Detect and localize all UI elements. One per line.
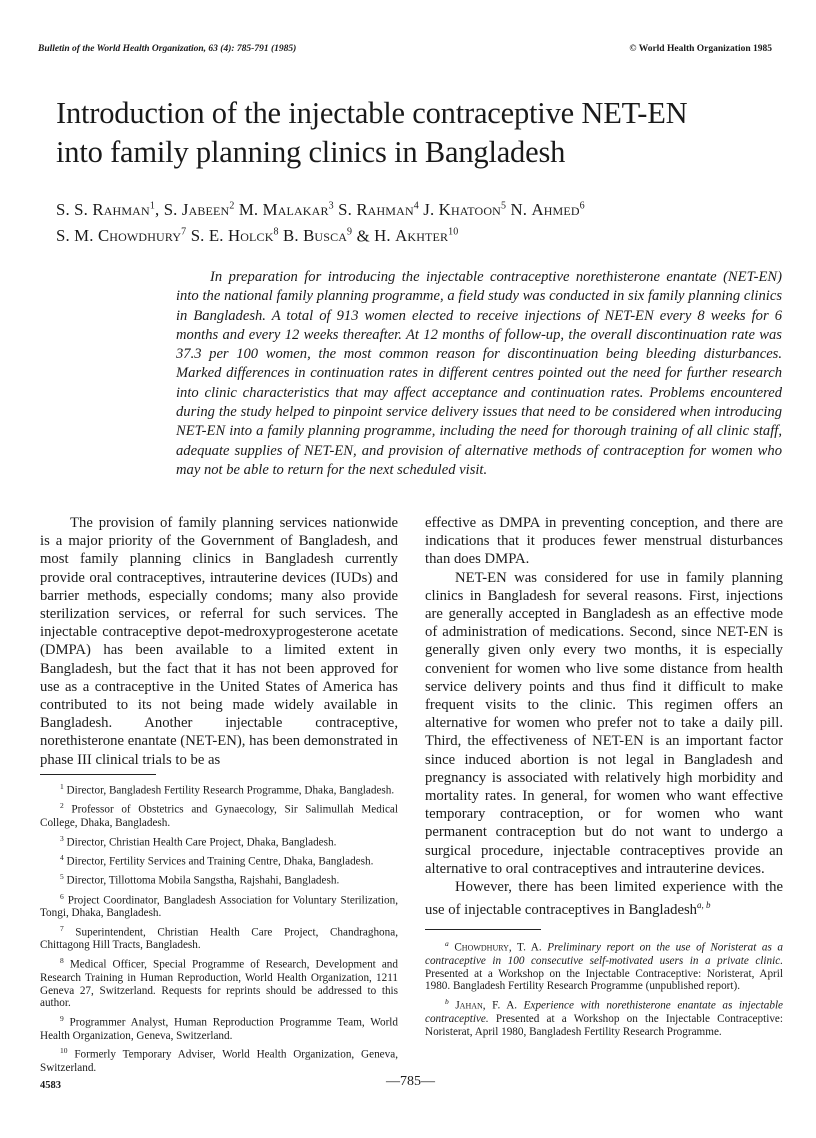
body-paragraph: However, there has been limited experience with the use of injectable contraceptives in Bangladesh$^{a, b}$ <box>425 879 783 919</box>
author: S. Jabeen$^2$ <box>163 199 235 219</box>
affiliation-footnote: $^{10}$ Formerly Temporary Adviser, World Health Organization, Geneva, Switzerland. <box>40 1046 399 1074</box>
affiliation-footnote: $^9$ Programmer Analyst, Human Reproduction Programme Team, World Health Organization, Geneva, Switzerland. <box>40 1014 398 1042</box>
title-line-1: Introduction of the injectable contraceptive NET-EN <box>56 96 688 130</box>
affiliation-footnotes <box>40 781 398 1078</box>
journal-citation: Bulletin of the World Health Organization, 63 (4): 785-791 (1985) <box>38 44 297 54</box>
affiliation-footnote: $^2$ Professor of Obstetrics and Gynaecology, Sir Salimullah Medical College, Dhaka, Bangladesh. <box>40 801 398 829</box>
page-number: —785— <box>386 1074 435 1089</box>
author: S. Rahman$^4$ <box>338 199 419 219</box>
affiliation-footnote: $^8$ Medical Officer, Special Programme of Research, Development and Research Training in Human Reproduction, World Health Organization, 1211 Geneva 27, Switzerland. Requests for reprints should be addressed to this author. <box>40 956 398 1010</box>
author: H. Akhter$^{10}$ <box>374 226 459 246</box>
body-paragraph: The provision of family planning services nationwide is a major priority of the Government of Bangladesh, and most family planning clinics in Bangladesh currently provide oral contraceptives, intrauterine devices (IUDs) and barrier methods, especially condoms; many also provide sterilization services, or referral for such services. The injectable contraceptive depot-medroxyprogesterone acetate (DMPA) has been available to a limited extent in Bangladesh, but the fact that it has not been approved for use as a contraceptive in the United States of America has contributed to its not being made widely available in Bangladesh. Another injectable contraceptive, norethisterone enantate (NET-EN), has been demonstrated in phase III clinical trials to be as <box>40 515 398 768</box>
affiliation-footnote: $^4$ Director, Fertility Services and Training Centre, Dhaka, Bangladesh. <box>60 852 374 868</box>
footnote-divider <box>40 774 156 775</box>
author: S. E. Holck$^8$ <box>190 226 279 246</box>
document-code: 4583 <box>40 1080 61 1091</box>
author-list <box>56 194 796 247</box>
affiliation-footnote: $^1$ Director, Bangladesh Fertility Research Programme, Dhaka, Bangladesh. <box>60 782 395 797</box>
affiliation-footnote: $^6$ Project Coordinator, Bangladesh Association for Voluntary Sterilization, Tongi, Dhaka, Bangladesh. <box>40 891 398 920</box>
author: S. S. Rahman$^1$, <box>56 199 160 219</box>
body-column-right <box>425 514 783 919</box>
author: N. Ahmed$^6$ <box>510 199 585 219</box>
author: S. M. Chowdhury$^7$ <box>56 226 187 246</box>
article-title <box>56 94 796 172</box>
body-column-left <box>40 514 398 769</box>
body-paragraph: effective as DMPA in preventing conception, and there are indications that it produces fewer menstrual disturbances than does DMPA. <box>425 515 783 568</box>
author: J. Khatoon$^5$ <box>423 199 507 219</box>
title-line-2: into family planning clinics in Bangladesh <box>56 135 566 169</box>
reference-footnote: $^a$ Chowdhury, T. A. Preliminary report on the use of Noristerat as a contraceptive in 100 consecutive self-motivated users in a private clinic. Presented at a Workshop on the Injectable Contraceptive: Noristerat, April 1980. Bangladesh Fertility Research Programme (unpublished report). <box>425 939 784 993</box>
author: M. Malakar$^3$ <box>238 199 334 219</box>
author-line-1 <box>56 194 796 221</box>
reference-footnotes <box>425 938 783 1041</box>
author-line-2 <box>56 221 796 248</box>
reference-footnote: $^b$ Jahan, F. A. Experience with norethisterone enantate as injectable contraceptive. Presented at a Workshop on the Injectable Contraceptive: Noristerat, April 1980, Bangladesh Fertility Research Programme. <box>425 997 784 1038</box>
affiliation-footnote: $^5$ Director, Tillottoma Mobila Sangstha, Rajshahi, Bangladesh. <box>60 872 340 887</box>
body-paragraph: NET-EN was considered for use in family planning clinics in Bangladesh for several reasons. First, injections are generally accepted in Bangladesh as an effective mode of administration of medications. Second, since NET-EN is generally given only every two months, it is especially convenient for women who live some distance from health service delivery points and thus find it difficult to make frequent visits to the clinic. This regimen offers an alternative for women who prefer not to take a daily pill. Third, the effectiveness of NET-EN is an important factor since induced abortion is not legal in Bangladesh and pregnancy is associated with relatively high morbidity and mortality rates. In general, for women who want effective temporary contraception, or for women who want permanent contraception but do not want to undergo a surgical procedure, injectable contraceptives provide an alternative to oral contraceptives and intrauterine devices. <box>425 569 783 877</box>
footnote-divider <box>425 929 541 930</box>
copyright-notice: © World Health Organization 1985 <box>629 44 772 54</box>
affiliation-footnote: $^7$ Superintendent, Christian Health Care Project, Chandraghona, Chittagong Hill Tracts, Bangladesh. <box>40 923 399 952</box>
author-ampersand: & <box>356 226 370 246</box>
author: B. Busca$^9$ <box>283 226 353 246</box>
abstract: In preparation for introducing the injectable contraceptive norethisterone enantate (NET-EN) into the national family planning programme, a field study was conducted in six family planning clinics in Bangladesh. A total of 913 women elected to receive injections of NET-EN every 8 weeks for 6 months and every 12 weeks thereafter. At 12 months of follow-up, the overall discontinuation rate was 37.3 per 100 women, the most common reason for discontinuation being bleeding disturbances. Marked differences in continuation rates in different centres pointed out the need for further research into clinic characteristics that may affect acceptance and continuation rates. Problems encountered during the study helped to pinpoint service delivery issues that need to be considered when introducing NET-EN into a family planning programme, including the need for thorough training of all clinic staff, adequate supplies of NET-EN, and provision of alternative methods of contraception for women who may not be able to return for the next scheduled visit. <box>176 269 782 478</box>
affiliation-footnote: $^3$ Director, Christian Health Care Project, Dhaka, Bangladesh. <box>60 833 337 849</box>
